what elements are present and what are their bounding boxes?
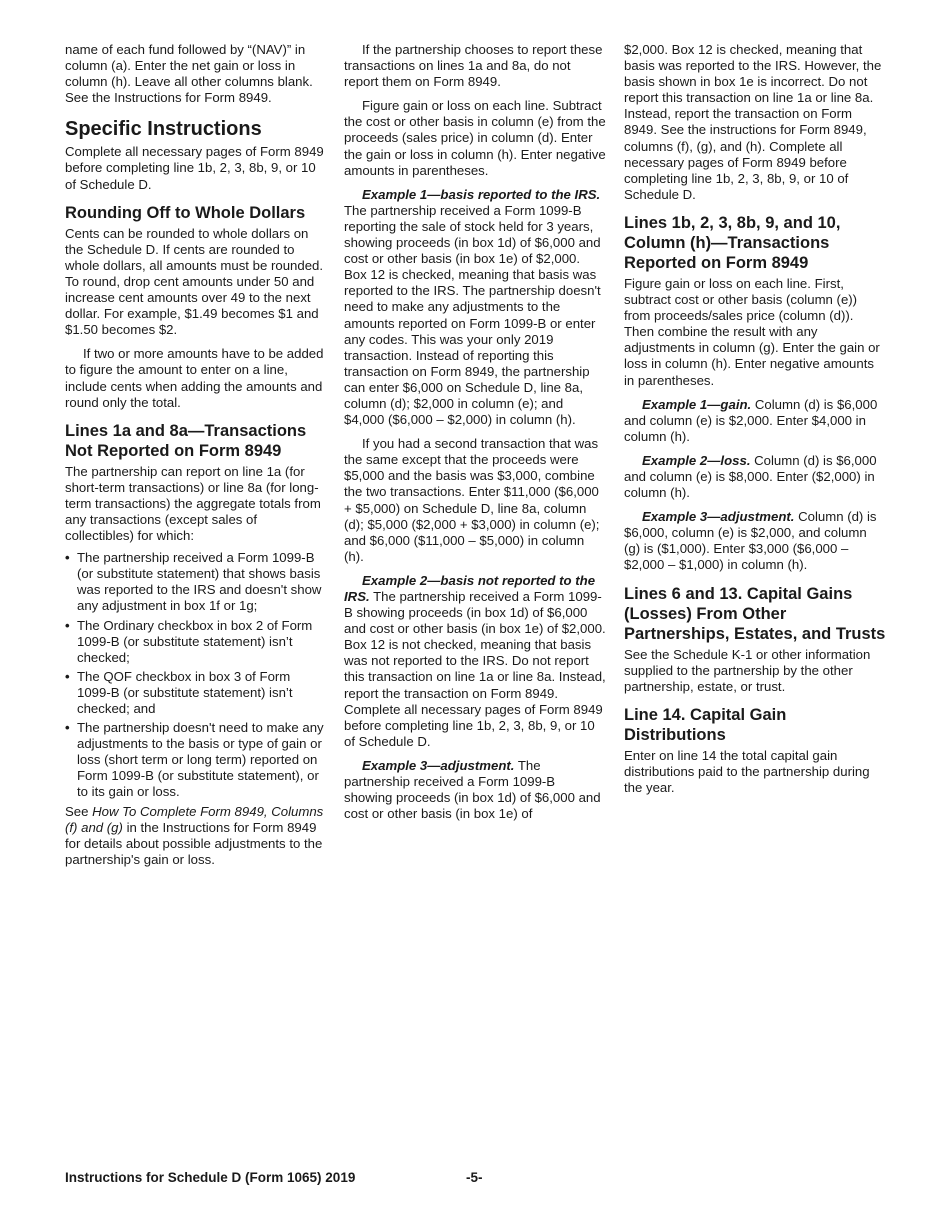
line-14-text: Enter on line 14 the total capital gain distributions paid to the partnership during the year.	[624, 747, 870, 795]
specific-instructions-heading: Specific Instructions	[65, 118, 262, 141]
loss-example: Example 2—loss. Column (d) is $6,000 and column (e) is $8,000. Enter ($2,000) in column (h).	[624, 452, 877, 501]
footer-title: Instructions for Schedule D (Form 1065) 2019	[65, 1170, 356, 1185]
bullet-item: • The partnership received a Form 1099-B (or substitute statement) that shows basis was reported to the IRS and doesn't show any adjustment in box 1f or 1g;	[65, 550, 322, 614]
rounding-paragraph-2: If two or more amounts have to be added to figure the amount to enter on a line, include cents when adding the amounts and round only the total.	[65, 346, 324, 410]
lines-6-13-heading: Lines 6 and 13. Capital Gains (Losses) From Other Partnerships, Estates, and Trusts	[624, 584, 886, 643]
lines-6-13-text: See the Schedule K-1 or other information supplied to the partnership by the other partnership, estate, or trust.	[624, 646, 871, 694]
rounding-heading: Rounding Off to Whole Dollars	[65, 203, 306, 222]
example-1-paragraph: Example 1—basis reported to the IRS. The partnership received a Form 1099-B reporting the sale of stock held for 3 years, showing proceeds (in box 1d) of $6,000 and cost or other basis (in box 1e) of $2,000. Box 12 is checked, meaning that basis was reported to the IRS. The partnership doesn't need to make any adjustments to the amounts reported on Form 1099-B or enter any codes. This was your only 2019 transaction. Instead of reporting this transaction on Form 8949, the partnership can enter $6,000 on Schedule D, line 8a, column (d); $2,000 in column (e); and $4,000 ($6,000 – $2,000) in column (h).	[344, 186, 601, 428]
lines-1a-8a-text: The partnership can report on line 1a (for short-term transactions) or line 8a (for long-term transactions) the aggregate totals from any transactions (except sales of collectibles) for which:	[65, 463, 321, 544]
continued-paragraph: $2,000. Box 12 is checked, meaning that basis was reported to the IRS. However, the basis shown in box 1e is incorrect. Do not report this transaction on line 1a or line 8a. Instead, report the transaction on Form 8949. See the instructions for Form 8949, columns (f), (g), and (h). Complete all necessary pages of Form 8949 before completing line 1b, 2, 3, 8b, 9, or 10 of Schedule D.	[624, 42, 882, 202]
figure-gain-paragraph: Figure gain or loss on each line. Subtract the cost or other basis in column (e) from the proceeds (sales price) in column (d). Enter the gain or loss in column (h). Enter negative amounts in parentheses.	[344, 98, 606, 178]
column-2	[344, 42, 606, 828]
intro-paragraph: name of each fund followed by “(NAV)” in column (a). Enter the net gain or loss in column (h). Leave all other columns blank. See the Instructions for Form 8949.	[65, 42, 313, 106]
adjustment-example: Example 3—adjustment. Column (d) is $6,000, column (e) is $2,000, and column (g) is ($1,000). Enter $3,000 ($6,000 – $2,000 – $1,000) in column (h).	[624, 509, 877, 573]
column-1	[65, 42, 327, 874]
bullet-item: • The partnership doesn't need to make any adjustments to the basis or type of gain or loss (short term or long term) reported on Form 1099-B (or substitute statement), or to its gain or loss.	[65, 720, 324, 800]
line-14-heading: Line 14. Capital Gain Distributions	[624, 705, 787, 744]
lines-1a-8a-heading: Lines 1a and 8a—Transactions Not Reported on Form 8949	[65, 421, 307, 460]
column-h-text: Figure gain or loss on each line. First, subtract cost or other basis (column (e)) from proceeds/sales price (column (d)). Then combine the result with any adjustments in column (g). Enter the gain or loss in column (h). Enter negative amounts in parentheses.	[624, 275, 880, 388]
see-instructions-paragraph: See How To Complete Form 8949, Columns (f) and (g) in the Instructions for Form 8949 for details about possible adjustments to the partnership's gain or loss.	[65, 803, 324, 867]
bullet-item: • The Ordinary checkbox in box 2 of Form 1099-B (or substitute statement) isn’t checked;	[65, 617, 313, 665]
example-2-paragraph: Example 2—basis not reported to the IRS. The partnership received a Form 1099-B showing proceeds (in box 1d) of $6,000 and cost or other basis (in box 1e) of $2,000. Box 12 is not checked, meaning that basis was not reported to the IRS. Do not report this transaction on line 1a or line 8a. Instead, report the transaction on Form 8949. Complete all necessary pages of Form 8949 before completing line 1b, 2, 3, 8b, 9, or 10 of Schedule D.	[344, 572, 606, 749]
example-3-paragraph: Example 3—adjustment. The partnership received a Form 1099-B showing proceeds (in box 1d) of $6,000 and cost or other basis (in box 1e) of	[344, 757, 601, 822]
page-number: -5-	[466, 1170, 483, 1185]
bullet-item: • The QOF checkbox in box 3 of Form 1099-B (or substitute statement) isn’t checked; and	[65, 668, 293, 716]
column-h-heading: Lines 1b, 2, 3, 8b, 9, and 10, Column (h)—Transactions Reported on Form 8949	[624, 213, 841, 272]
rounding-paragraph-1: Cents can be rounded to whole dollars on the Schedule D. If cents are rounded to whole dollars, all amounts must be rounded. To round, drop cent amounts under 50 and increase cent amounts over 49 to the next dollar. For example, $1.49 becomes $1 and $1.50 becomes $2.	[65, 225, 324, 338]
report-choice-paragraph: If the partnership chooses to report these transactions on lines 1a and 8a, do not report them on Form 8949.	[344, 42, 603, 90]
second-transaction-paragraph: If you had a second transaction that was the same except that the proceeds were $5,000 and the basis was $3,000, combine the two transactions. Enter $11,000 ($6,000 + $5,000) on Schedule D, line 8a, column (d); $5,000 ($2,000 + $3,000) in column (e); and $6,000 ($11,000 – $5,000) in column (h).	[344, 436, 600, 564]
gain-example: Example 1—gain. Column (d) is $6,000 and column (e) is $2,000. Enter $4,000 in column (h).	[624, 396, 878, 444]
specific-instructions-text: Complete all necessary pages of Form 8949 before completing line 1b, 2, 3, 8b, 9, or 10 of Schedule D.	[65, 144, 324, 192]
column-3	[624, 42, 886, 802]
